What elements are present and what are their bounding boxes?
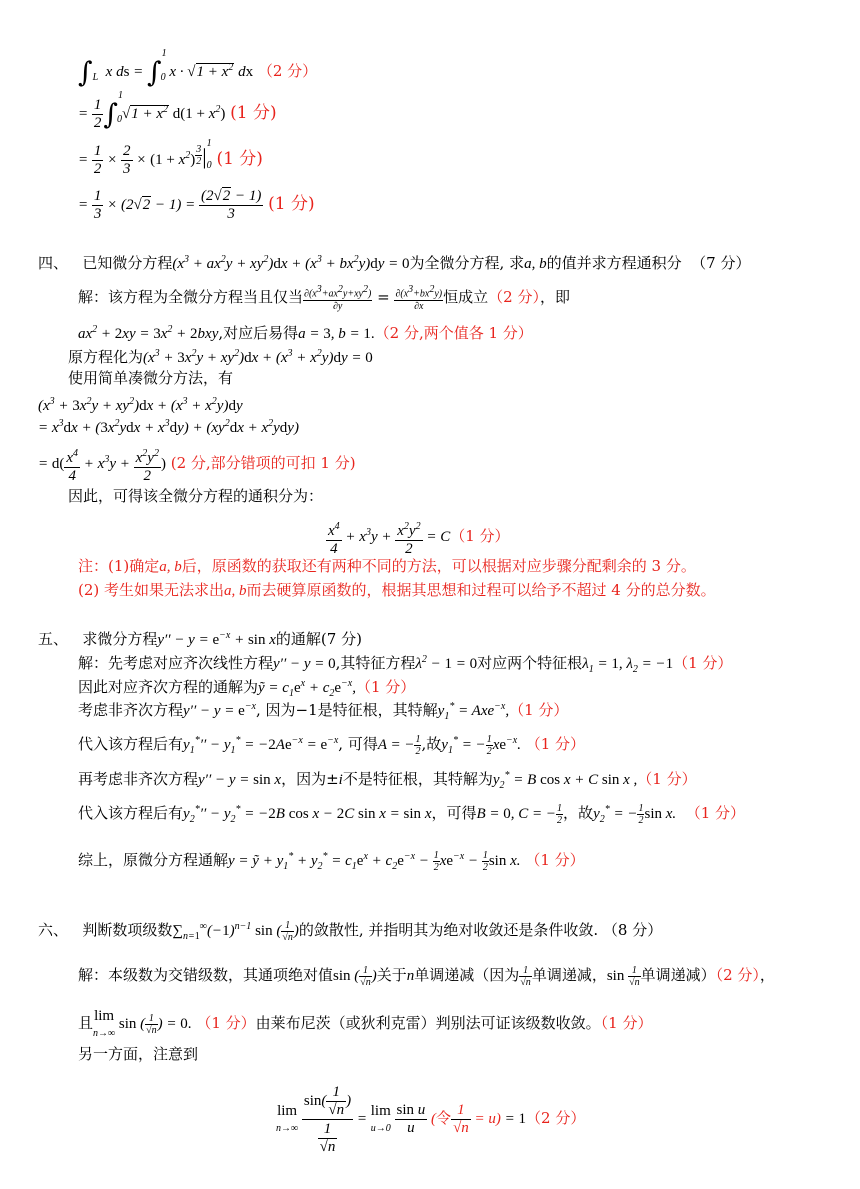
p4-sol-line-2: $ax^2 + 2xy = 3x^2 + 2bxy$,对应后易得a = 3, b = 1.（2 分,两个值各 1 分） xyxy=(78,324,533,342)
p4-sol-line-4: 使用简单凑微分方法，有 xyxy=(68,369,234,387)
section-number: 四、 xyxy=(38,254,69,272)
p4-sol-line-6: = $x^3dx + (3x^2ydx + x^3dy) + (xy^2dx + x^2ydy)$ xyxy=(38,418,299,436)
p5-line-2: 因此对应齐次方程的通解为ỹ = $c_1e^x + c_2e^{-x},(1$ 分） xyxy=(78,678,416,699)
p3-line-1 xyxy=(78,48,318,89)
p3-line-3 xyxy=(78,136,263,176)
p4-question: 四、 已知微分方程$(x^3 + ax^2y + xy^2)dx + (x^3 + bx^2y)dy = 0$为全微分方程, 求a, b的值并求方程通积分 （7 分） xyxy=(38,254,751,272)
p5-line-4: 代入该方程后有$y_1^*'' - y_1^* = -2Ae^{-x} = e^{-x}$, 可得A = − $\frac{1}{2}$ ,故$y_1^*$ = − $\frac{1}{2}$ $xe^{-x}$. （1 分） xyxy=(78,734,586,758)
p5-line-7: 综上，原微分方程通解y = ỹ + $y_1^* + y_2^* = c_1e^x + c_2e^{-x}$ − $\frac{1}{2}$ $xe^{-x}$ − $\frac{1}{2}$ sin x. （1 分） xyxy=(78,850,585,874)
p5-line-6: 代入该方程后有$y_2^*'' - y_2^* = -2B$ cos x − 2C sin x = sin x，可得B = 0, C = − $\frac{1}{2}$ ，故$y_2^*$ = − $\frac{1}{2}$ sin x. （1 分） xyxy=(78,803,746,827)
points-label: (1 分) xyxy=(268,194,315,214)
formula: $\int_L$ x ds = ∫$^1_0$ $x \cdot √1 + x^2$ dx xyxy=(78,48,254,89)
points-label: (1 分) xyxy=(230,103,277,123)
p4-sol-line-7: = d( $\frac{x^4}{4}$ + $x^3y$ + $\frac{x^2y^2}{2}$ ) (2 分,部分错项的可扣 1 分) xyxy=(38,438,356,482)
p4-sol-line-3: 原方程化为$(x^3 + 3x^2y + xy^2)dx + (x^3 + x^2y)dy = 0$ xyxy=(68,348,373,366)
p3-line-4 xyxy=(78,184,315,224)
formula: = $\frac{1}{3}$ × (2√2 − 1) = $\frac{(2√2 - 1)}{3}$ xyxy=(78,188,262,223)
p6-line-2: 且lim n→∞ sin ( $\frac{1}{√n}$ ) = 0. （1 分）由莱布尼茨（或狄利克雷）判别法可证该级数收敛。（1 分） xyxy=(78,1008,653,1039)
p6-line-1: 解：本级数为交错级数，其通项绝对值sin ( $\frac{1}{√n}$ )关于n单调递减（因为 $\frac{1}{√n}$ 单调递减，sin $\frac{1}{√n}$ 单调递减）（2 分）， xyxy=(78,964,775,989)
formula: = $\frac{1}{2}$ $\int^1_0√1 + x^2$ $d(1 + x^2)$ xyxy=(78,90,226,132)
p5-line-1: 解：先考虑对应齐次线性方程y′′ − y = 0,其特征方程$\lambda^2 - 1 = 0$对应两个特征根$\lambda_1 = 1$, $\lambda_2 = -1(1$ 分） xyxy=(78,654,733,675)
p5-question: 五、 求微分方程$y'' - y = e^{-x} + \sin x$的通解(7 分) xyxy=(38,630,362,648)
p4-note-2: (2) 考生如果无法求出a, b而去硬算原函数的，根据其思想和过程可以给予不超过 4 分的总分数。 xyxy=(78,581,716,599)
p4-final-answer: $\frac{x^4}{4}$ + $x^3y$ + $\frac{x^2y^2}{2}$ = C（1 分） xyxy=(326,510,510,556)
p3-line-2 xyxy=(78,90,277,130)
p4-sol-line-1: 解：该方程为全微分方程当且仅当 $\frac{\partial(x^3+ax^2y+xy^2)}{\partial y}$ = $\frac{\partial(x^3+bx^2y)}{\partial x}$ 恒成立（2 分），即 xyxy=(78,284,570,312)
p6-line-3: 另一方面，注意到 xyxy=(78,1045,199,1063)
p4-sol-line-5: $(x^3 + 3x^2y + xy^2)dx + (x^3 + x^2y)dy$ xyxy=(38,396,243,414)
p4-note-1: 注：(1)确定a, b后，原函数的获取还有两种不同的方法，可以根据对应步骤分配剩余的 3 分。 xyxy=(78,557,696,575)
formula: = $\frac{1}{2}$ × $\frac{2}{3}$ × $(1 + x^2)$ $^{\frac{3}{2}}$ $|^1_0$ xyxy=(78,138,212,178)
p5-line-5: 再考虑非齐次方程y′′ − y = sin x，因为±i不是特征根，其特解为$y_2^* = B$ cos x + C sin x ,（1 分） xyxy=(78,770,697,791)
points-label: （2 分） xyxy=(257,62,318,80)
p6-limit-display: lim n→∞ sin( $\frac{1}{√n}$ ) $\frac{1}{√n}$ = lim u→0 $\frac{\text{sin u}}{u}$ (令 $\frac{1}{√n}$ = u) = 1（2 分） xyxy=(276,1084,586,1156)
p6-question: 六、 判断数项级数$\sum_{n=1}^\infty(-1)^{n-1}$ sin ( $\frac{1}{√n}$ )的敛散性, 并指明其为绝对收敛还是条件收敛. （8 分） xyxy=(38,920,663,944)
points-label: (1 分) xyxy=(216,149,263,169)
p4-sol-line-8: 因此，可得该全微分方程的通积分为： xyxy=(68,487,324,505)
p5-line-3: 考虑非齐次方程$y'' - y = e^{-x}$, 因为−1是特征根，其特解$y_1^* = Axe^{-x},(1$ 分） xyxy=(78,701,569,722)
